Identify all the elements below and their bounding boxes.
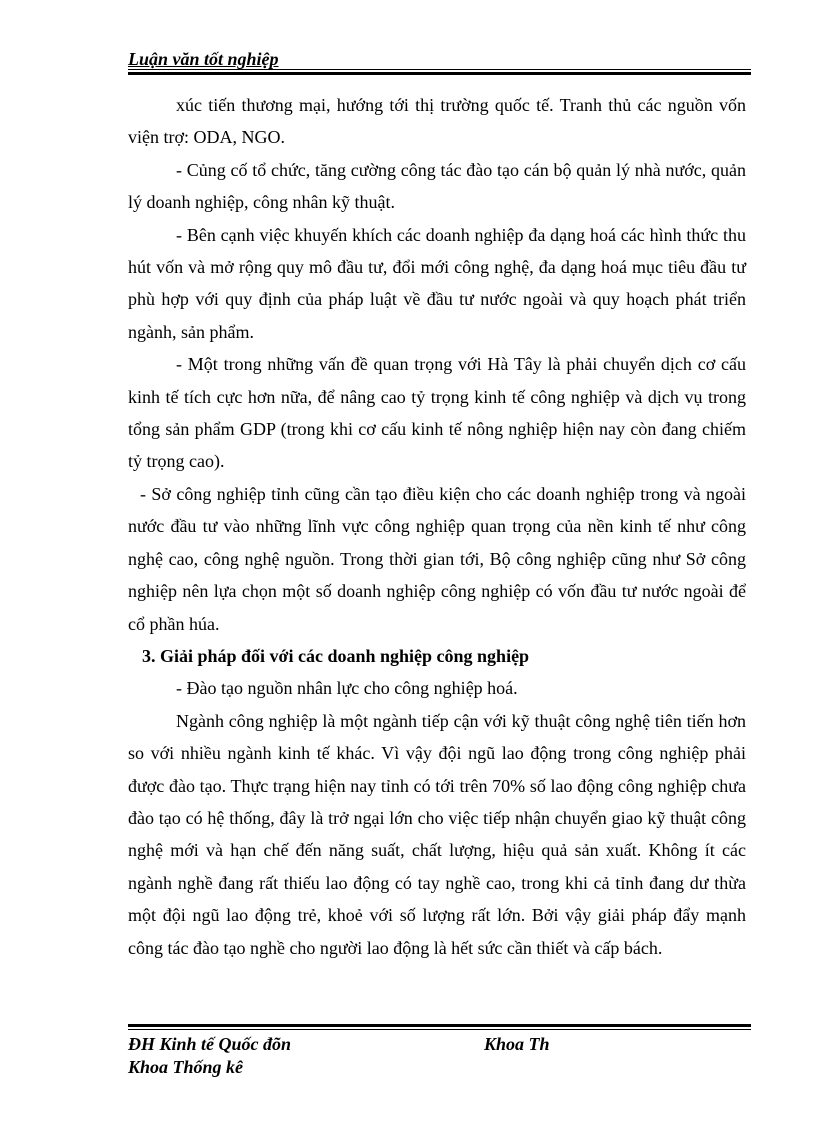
footer-rule-thin bbox=[128, 1029, 751, 1030]
body-paragraph: - Bên cạnh việc khuyến khích các doanh nghiệp đa dạng hoá các hình thức thu hút vốn và mở rộng quy mô đầu tư, đổi mới công nghệ, đa dạng hoá mục tiêu đầu tư phù hợp với quy định của pháp luật về đầu tư nước ngoài và quy hoạch phát triển ngành, sản phẩm. bbox=[128, 224, 746, 342]
section-heading: 3. Giải pháp đối với các doanh nghiệp công nghiệp bbox=[142, 645, 530, 666]
footer-faculty: Khoa Thống kê bbox=[128, 1057, 244, 1077]
body-paragraph: xúc tiến thương mại, hướng tới thị trường quốc tế. Tranh thủ các nguồn vốn viện trợ: ODA, NGO. bbox=[128, 95, 746, 148]
body-paragraph: - Sở công nghiệp tỉnh cũng cần tạo điều kiện cho các doanh nghiệp trong và ngoài nước đầu tư vào những lĩnh vực công nghiệp quan trọng của nền kinh tế như công nghệ cao, công nghệ nguồn. Trong thời gian tới, Bộ công nghiệp cũng như Sở công nghiệp nên lựa chọn một số doanh nghiệp công nghiệp có vốn đầu tư nước ngoài để cổ phần húa. bbox=[128, 483, 746, 634]
body-paragraph: Ngành công nghiệp là một ngành tiếp cận với kỹ thuật công nghệ tiên tiến hơn so với nhiều ngành kinh tế khác. Vì vậy đội ngũ lao động trong công nghiệp phải được đào tạo. Thực trạng hiện nay tỉnh có tới trên 70% số lao động công nghiệp chưa đào tạo có hệ thống, đây là trở ngại lớn cho việc tiếp nhận chuyển giao kỹ thuật công nghệ mới và hạn chế đến năng suất, chất lượng, hiệu quả sản xuất. Không ít các ngành nghề đang rất thiếu lao động có tay nghề cao, trong khi cả tỉnh đang dư thừa một đội ngũ lao động trẻ, khoẻ với số lượng rất lớn. Bởi vậy giải pháp đẩy mạnh công tác đào tạo nghề cho người lao động là hết sức cần thiết và cấp bách. bbox=[128, 710, 746, 958]
header-rule-thin bbox=[128, 69, 751, 70]
running-header-title: Luận văn tốt nghiệp bbox=[128, 49, 279, 69]
page-body bbox=[128, 89, 746, 964]
header-rule-thick bbox=[128, 72, 751, 75]
footer-university: ĐH Kinh tế Quốc đõn bbox=[128, 1034, 292, 1054]
body-paragraph: - Một trong những vấn đề quan trọng với Hà Tây là phải chuyển dịch cơ cấu kinh tế tích cực hơn nữa, để nâng cao tỷ trọng kinh tế công nghiệp và dịch vụ trong tổng sản phẩm GDP (trong khi cơ cấu kinh tế nông nghiệp hiện nay còn đang chiếm tỷ trọng cao). bbox=[128, 354, 746, 472]
page-footer bbox=[128, 1033, 751, 1079]
footer-rule-thick bbox=[128, 1024, 751, 1027]
body-paragraph: - Đào tạo nguồn nhân lực cho công nghiệp hoá. bbox=[176, 678, 518, 699]
footer-faculty-short: Khoa Th bbox=[484, 1034, 550, 1054]
body-paragraph: - Củng cố tổ chức, tăng cường công tác đào tạo cán bộ quản lý nhà nước, quản lý doanh nghiệp, công nhân kỹ thuật. bbox=[128, 159, 746, 213]
